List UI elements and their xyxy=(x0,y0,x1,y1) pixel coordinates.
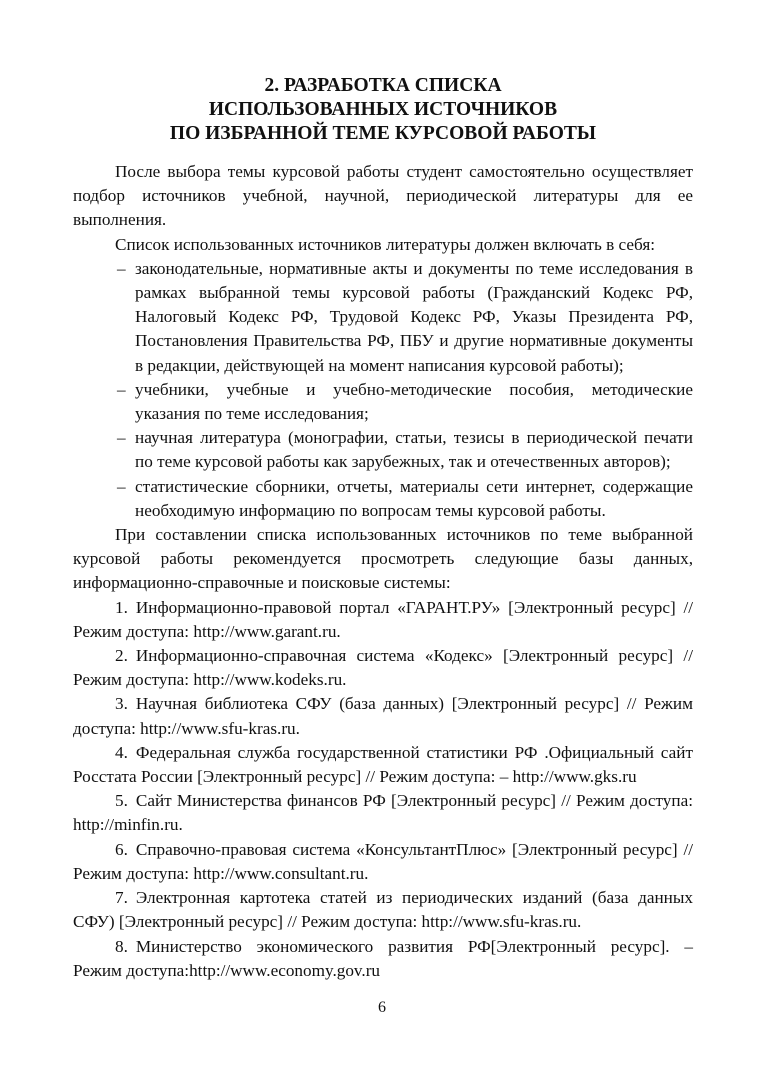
source-item xyxy=(73,644,693,692)
source-number: 6. xyxy=(115,839,128,859)
sources-list xyxy=(73,596,693,983)
source-text: Сайт Министерства финансов РФ [Электронный ресурс] // Режим доступа: http://minfin.ru. xyxy=(73,791,693,835)
list-item xyxy=(73,426,693,474)
source-text: Информационно-справочная система «Кодекс» [Электронный ресурс] // Режим доступа: http://www.kodeks.ru. xyxy=(73,646,693,690)
source-text: Справочно-правовая система «КонсультантПлюс» [Электронный ресурс] // Режим доступа: http://www.consultant.ru. xyxy=(73,839,693,883)
source-text: Министерство экономического развития РФ[Электронный ресурс]. – Режим доступа:http://www.economy.gov.ru xyxy=(73,936,693,980)
list-item-text: статистические сборники, отчеты, материалы сети интернет, содержащие необходимую информацию по вопросам темы курсовой работы. xyxy=(135,476,693,520)
source-text: Научная библиотека СФУ (база данных) [Электронный ресурс] // Режим доступа: http://www.sfu-kras.ru. xyxy=(73,694,693,738)
source-number: 7. xyxy=(115,888,128,908)
page-number: 6 xyxy=(378,999,386,1016)
source-number: 8. xyxy=(115,936,128,956)
source-types-list xyxy=(73,257,693,523)
dash-marker: – xyxy=(117,258,126,278)
source-number: 2. xyxy=(115,646,128,666)
list-item-text: законодательные, нормативные акты и документы по теме исследования в рамках выбранной темы курсовой работы (Гражданский Кодекс РФ, Налоговый Кодекс РФ, Трудовой Кодекс РФ, Указы Президента РФ, Постановления Правительства РФ, ПБУ и другие нормативные документы в редакции, действующей на момент написания курсовой работы); xyxy=(135,258,693,375)
list-item xyxy=(73,475,693,523)
source-item xyxy=(73,692,693,740)
source-number: 5. xyxy=(115,791,128,811)
source-item xyxy=(73,789,693,837)
source-text: Федеральная служба государственной статистики РФ .Официальный сайт Росстата России [Электронный ресурс] // Режим доступа: – http://www.gks.ru xyxy=(73,742,693,787)
dash-marker: – xyxy=(117,476,126,496)
list-item-text: учебники, учебные и учебно-методические пособия, методические указания по теме исследования; xyxy=(135,379,693,424)
section-title-line-3: ПО ИЗБРАННОЙ ТЕМЕ КУРСОВОЙ РАБОТЫ xyxy=(169,123,597,144)
source-text: Электронная картотека статей из периодических изданий (база данных СФУ) [Электронный ресурс] // Режим доступа: http://www.sfu-kras.ru. xyxy=(73,888,693,932)
source-number: 4. xyxy=(115,742,128,762)
databases-paragraph: При составлении списка использованных источников по теме выбранной курсовой работы рекомендуется просмотреть следующие базы данных, информационно-справочные и поисковые системы: xyxy=(73,525,693,593)
source-item xyxy=(73,596,693,644)
section-title xyxy=(73,74,693,146)
source-text: Информационно-правовой портал «ГАРАНТ.РУ» [Электронный ресурс] // Режим доступа: http://www.garant.ru. xyxy=(73,597,693,641)
document-page xyxy=(73,74,693,983)
list-item xyxy=(73,257,693,378)
source-item xyxy=(73,935,693,983)
dash-marker: – xyxy=(117,379,126,399)
dash-marker: – xyxy=(117,428,126,448)
source-item xyxy=(73,741,693,789)
intro-paragraph: После выбора темы курсовой работы студент самостоятельно осуществляет подбор источников учебной, научной, периодической литературы для ее выполнения. xyxy=(73,162,693,230)
list-intro-paragraph: Список использованных источников литературы должен включать в себя: xyxy=(115,234,656,254)
source-item xyxy=(73,886,693,934)
source-item xyxy=(73,838,693,886)
list-item-text: научная литература (монографии, статьи, тезисы в периодической печати по теме курсовой работы как зарубежных, так и отечественных авторов); xyxy=(135,428,693,472)
list-item xyxy=(73,378,693,426)
section-title-line-2: ИСПОЛЬЗОВАННЫХ ИСТОЧНИКОВ xyxy=(208,99,558,120)
source-number: 1. xyxy=(115,597,128,617)
section-title-line-1: 2. РАЗРАБОТКА СПИСКА xyxy=(264,75,502,96)
source-number: 3. xyxy=(115,694,128,714)
